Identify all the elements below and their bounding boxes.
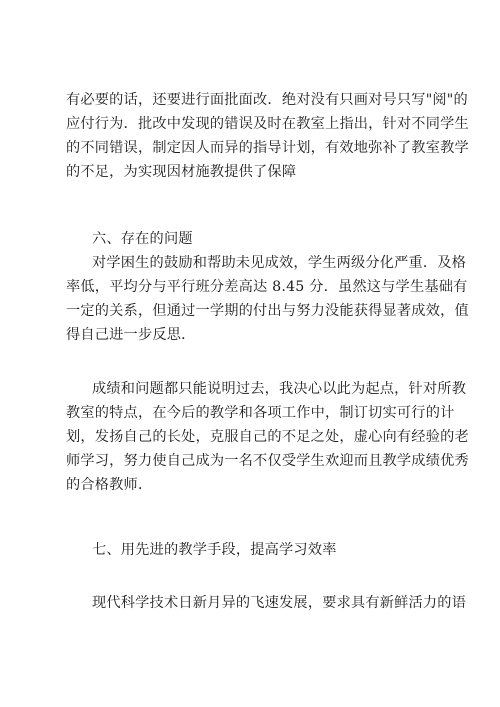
paragraph-methods xyxy=(66,591,467,615)
text-line: 的不足，为实现因材施教提供了保障 xyxy=(66,164,297,180)
text-line: 的合格教师． xyxy=(66,477,153,493)
text-line: 一定的关系，但通过一学期的付出与努力没能获得显著成效，值 xyxy=(66,303,469,319)
text-line: 成绩和问题都只能说明过去，我决心以此为起点，针对所教 xyxy=(92,381,467,397)
section-heading: 六、存在的问题 xyxy=(92,231,193,247)
section-heading-methods xyxy=(66,538,446,562)
text-line: 率低，平均分与平行班分差高达 8.45 分．虽然这与学生基础有 xyxy=(66,279,468,295)
text-line: 的不同错误，制定因人而异的指导计划，有效地弥补了教室教学 xyxy=(66,140,469,156)
paragraph-grading xyxy=(66,88,469,184)
section-heading: 七、用先进的教学手段，提高学习效率 xyxy=(92,542,337,558)
text-line: 得自己进一步反思． xyxy=(66,327,196,343)
text-line: 应付行为．批改中发现的错误及时在教室上指出，针对不同学生 xyxy=(66,116,469,132)
text-line: 师学习，努力使自己成为一名不仅受学生欢迎而且教学成绩优秀 xyxy=(66,453,469,469)
text-line: 划，发扬自己的长处，克服自己的不足之处，虚心向有经验的老 xyxy=(66,429,469,445)
text-line: 有必要的话，还要进行面批面改．绝对没有只画对号只写"阅"的 xyxy=(66,92,468,108)
paragraph-problems xyxy=(66,251,469,347)
paragraph-resolution xyxy=(66,377,469,497)
section-heading-problems xyxy=(66,227,446,251)
text-line: 对学困生的鼓励和帮助未见成效，学生两级分化严重．及格 xyxy=(92,255,467,271)
text-line: 现代科学技术日新月异的飞速发展，要求具有新鲜活力的语 xyxy=(92,595,467,611)
text-line: 教室的特点，在今后的教学和各项工作中，制订切实可行的计 xyxy=(66,405,455,421)
